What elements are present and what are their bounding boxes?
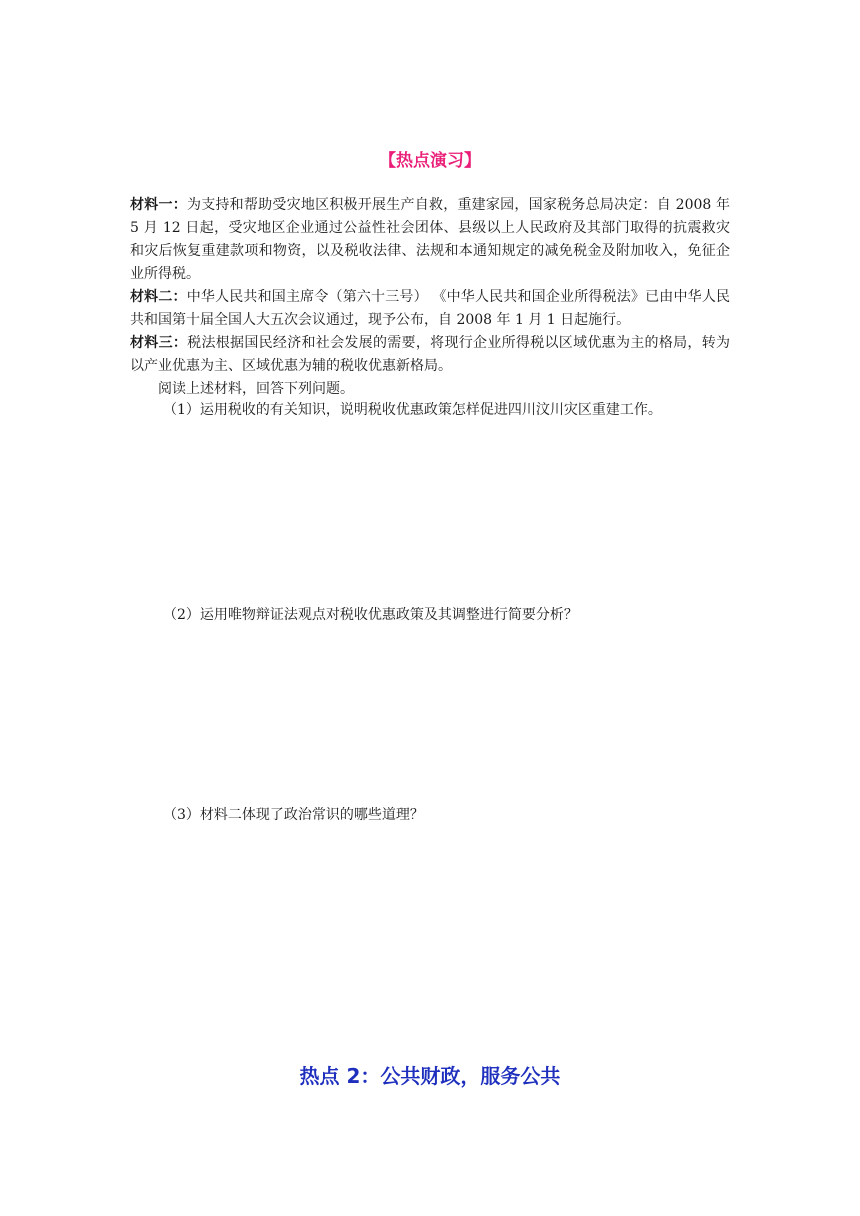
material-text: 中华人民共和国主席令（第六十三号） 《中华人民共和国企业所得税法》已由中华人民共和国第十届全国人大五次会议通过，现予公布，自 2008 年 1 月 1 日起施行。: [130, 289, 730, 328]
material-label: 材料二：: [130, 289, 187, 305]
section-heading: 【热点演习】: [379, 151, 481, 171]
material-two: [130, 286, 730, 332]
question-3: （3）材料二体现了政治常识的哪些道理？: [163, 807, 424, 823]
hot-topic-title: 热点 2：公共财政，服务公共: [299, 1064, 561, 1088]
material-label: 材料一：: [130, 197, 187, 213]
material-text: 税法根据国民经济和社会发展的需要，将现行企业所得税以区域优惠为主的格局，转为以产业优惠为主、区域优惠为辅的税收优惠新格局。: [130, 335, 730, 374]
material-three: [130, 332, 730, 378]
question-1: （1）运用税收的有关知识，说明税收优惠政策怎样促进四川汶川灾区重建工作。: [163, 402, 662, 418]
material-one: [130, 194, 730, 286]
material-text: 为支持和帮助受灾地区积极开展生产自救，重建家园，国家税务总局决定：自 2008 年 5 月 12 日起，受灾地区企业通过公益性社会团体、县级以上人民政府及其部门取得的抗震救灾和灾后恢复重建款项和物资，以及税收法律、法规和本通知规定的减免税金及附加收入，免征企业所得税。: [130, 197, 731, 282]
materials-block: [130, 194, 730, 401]
question-2: （2）运用唯物辩证法观点对税收优惠政策及其调整进行简要分析？: [163, 607, 578, 623]
instruction-text: 阅读上述材料，回答下列问题。: [158, 381, 354, 397]
material-label: 材料三：: [130, 335, 188, 351]
